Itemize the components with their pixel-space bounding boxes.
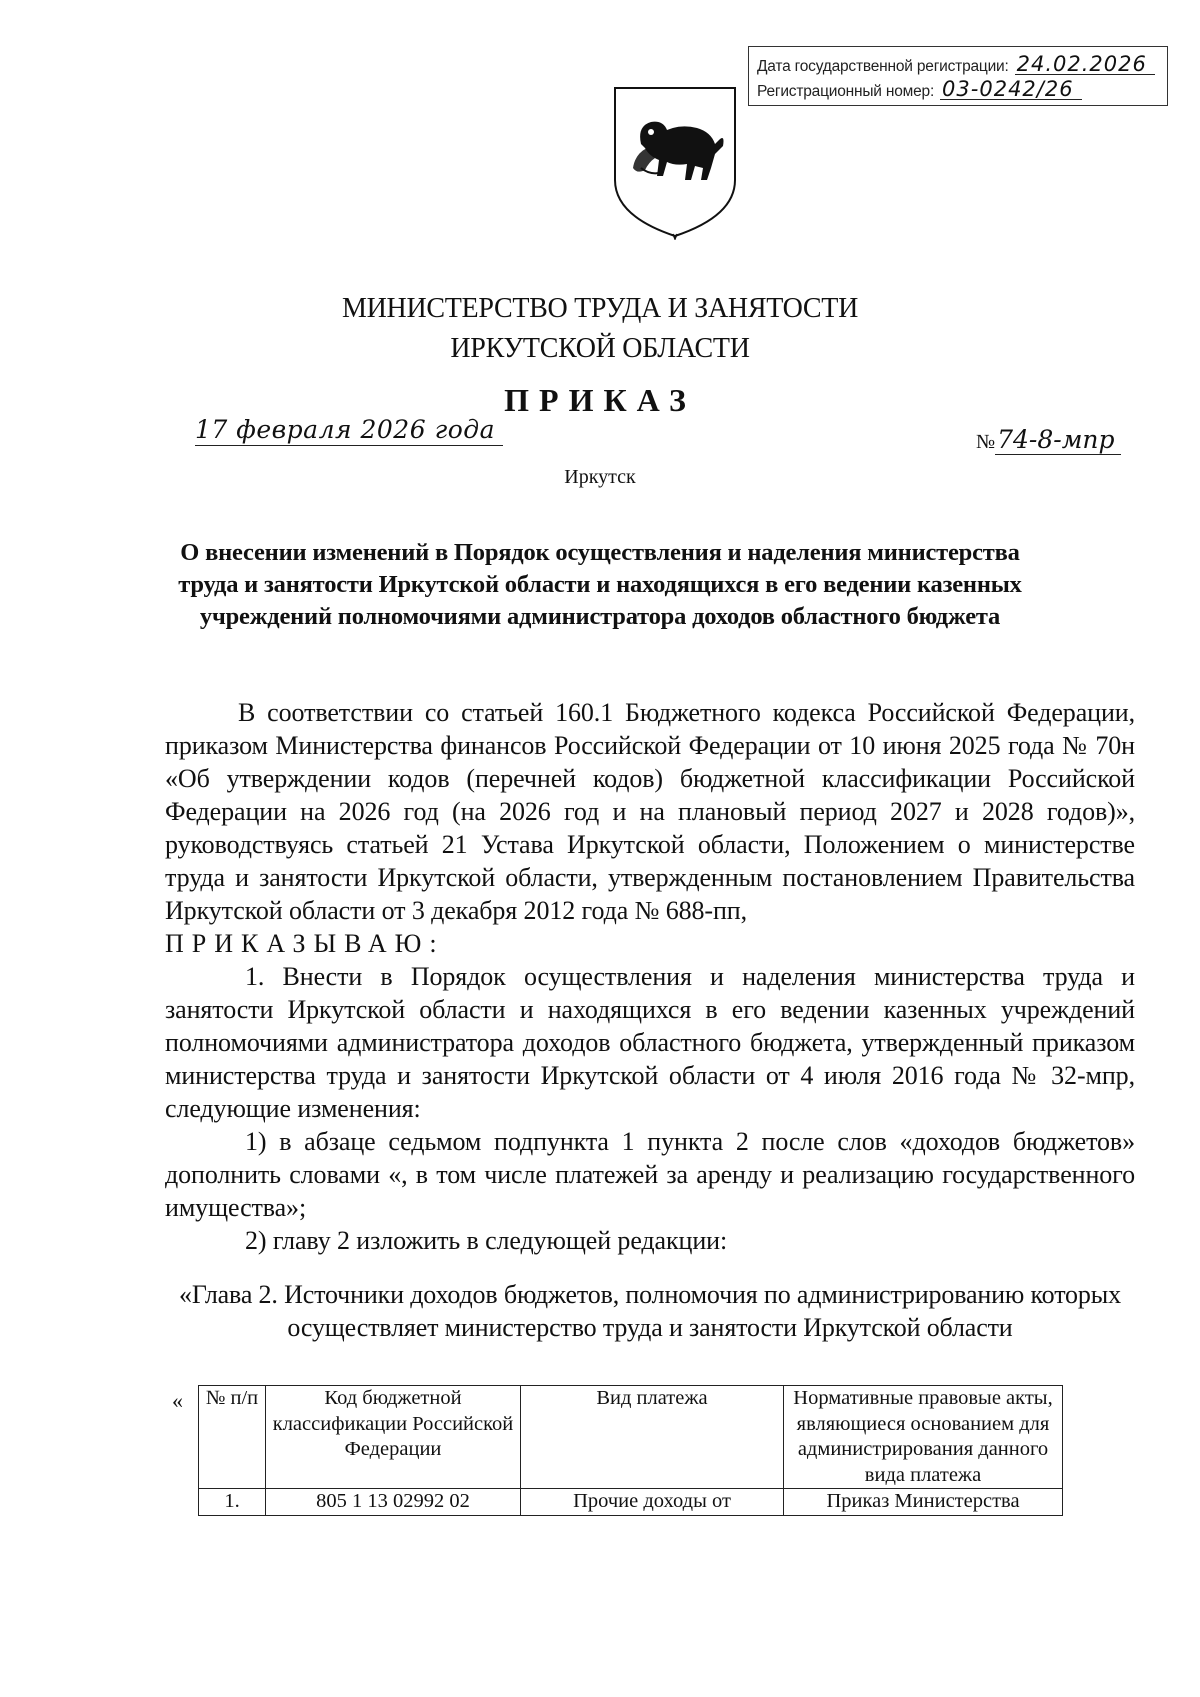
city-name: Иркутск [564,466,636,488]
irkutsk-coat-of-arms-icon [611,84,739,240]
subitem-2-paragraph: 2) главу 2 изложить в следующей редакции: [245,1226,728,1255]
subitem-1-paragraph: 1) в абзаце седьмом подпункта 1 пункта 2 после слов «доходов бюджетов» дополнить словами «, в том числе платежей за аренду и реализацию государственного имущества»; [165,1127,1135,1222]
preamble-paragraph: В соответствии со статьей 160.1 Бюджетного кодекса Российской Федерации, приказом Министерства финансов Российской Федерации от 10 июня 2025 года № 70н «Об утверждении кодов (перечней кодов) бюджетной классификации Российской Федерации на 2026 год (на 2026 год и на плановый период 2027 и 2028 годов)», руководствуясь статьей 21 Устава Иркутской области, Положением о министерстве труда и занятости Иркутской области, утвержденным постановлением Правительства Иркутской области от 3 декабря 2012 года № 688-пп, [165,698,1135,925]
table-header-row [199,1386,1063,1489]
order-date-handwritten: 17 февраля 2026 года [195,415,503,446]
prikazyvayu-heading: ПРИКАЗЫВАЮ: [165,929,445,958]
order-number-prefix: № [976,431,996,453]
registration-stamp [748,46,1168,106]
table-cell: Приказ Министерства [784,1489,1063,1516]
table-cell: 805 1 13 02992 02 [266,1489,521,1516]
table-open-quote: « [172,1388,183,1413]
document-type-title: ПРИКАЗ [504,382,696,418]
document-title: О внесении изменений в Порядок осуществления и наделения министерства труда и занятости Иркутской области и находящихся в его ведении казенных учреждений полномочиями администратора доходов областного бюджета [178,539,1022,630]
revenue-sources-table [198,1385,1063,1516]
ministry-name-line1: МИНИСТЕРСТВО ТРУДА И ЗАНЯТОСТИ [342,293,858,324]
item-1-paragraph: 1. Внести в Порядок осуществления и наделения министерства труда и занятости Иркутской области и находящихся в его ведении казенных учреждений полномочиями администратора доходов областного бюджета, утвержденный приказом министерства труда и занятости Иркутской области от 4 июля 2016 года № 32-мпр, следующие изменения: [165,962,1135,1123]
column-header-number: № п/п [199,1386,266,1489]
order-number-handwritten: 74-8-мпр [995,425,1120,455]
column-header-budget-code: Код бюджетной классификации Российской Федерации [266,1386,521,1489]
table-cell: Прочие доходы от [521,1489,784,1516]
order-number [976,425,1121,454]
table-cell: 1. [199,1489,266,1516]
registration-number-label: Регистрационный номер: [757,83,935,100]
registration-number-value: 03-0242/26 [940,79,1082,100]
document-body [165,696,1135,1257]
registration-date-value: 24.02.2026 [1015,54,1155,75]
column-header-legal-acts: Нормативные правовые акты, являющиеся основанием для администрирования данного вида платежа [784,1386,1063,1489]
chapter-2-title: «Глава 2. Источники доходов бюджетов, полномочия по администрированию которых осуществляет министерство труда и занятости Иркутской области [179,1280,1121,1342]
table-row [199,1489,1063,1516]
registration-date-label: Дата государственной регистрации: [757,58,1009,75]
ministry-name-line2: ИРКУТСКОЙ ОБЛАСТИ [450,333,750,364]
column-header-payment-type: Вид платежа [521,1386,784,1489]
